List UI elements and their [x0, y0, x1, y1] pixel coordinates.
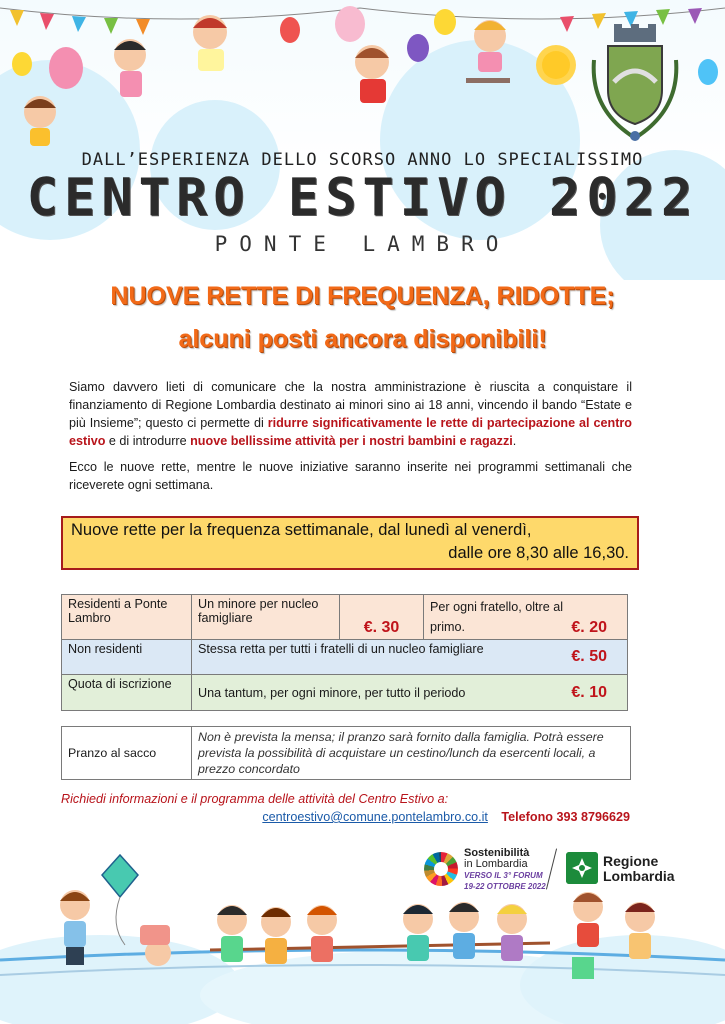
fee-price-value: €. 30: [363, 619, 400, 636]
intro-paragraph: [69, 378, 632, 450]
intro-text-a: Siamo davvero lieti di comunicare che la nostra amministrazione è riuscita a conquistare il finanziamento di Regione Lombardia destinato ai minori sino ai 18 anni, vincendo il bando “Estate e più Insieme”; questo ci permette di: [69, 380, 632, 430]
page-title: CENTRO ESTIVO 2022: [26, 168, 699, 228]
fee-label: Residenti a Ponte Lambro: [62, 595, 192, 640]
sdg-line-3: VERSO IL 3° FORUM: [464, 871, 543, 880]
region-line-1: Regione: [603, 853, 659, 869]
sdg-line-2: in Lombardia: [464, 858, 528, 870]
regione-lombardia-mark-icon: [566, 852, 598, 884]
header-subtitle: DALL’ESPERIENZA DELLO SCORSO ANNO LO SPECIALISSIMO: [81, 150, 644, 170]
table-row: [62, 675, 628, 711]
table-row: [62, 640, 628, 675]
region-line-2: Lombardia: [603, 868, 675, 884]
fee-label: Non residenti: [62, 640, 192, 675]
table-row: [62, 727, 631, 780]
rates-intro-paragraph: Ecco le nuove rette, mentre le nuove iniziative saranno inserite nei programmi settimanali che riceverete ogni settimana.: [69, 460, 632, 492]
intro-highlight-reduce: ridurre significativamente le rette di partecipazione al centro estivo: [69, 416, 632, 448]
contact-line: [262, 810, 630, 824]
weekly-rate-box: [61, 516, 639, 570]
fee-description: Un minore per nucleo famigliare: [192, 595, 340, 640]
regione-lombardia-logo: [566, 852, 681, 888]
intro-highlight-activities: nuove bellissime attività per i nostri bambini e ragazzi: [190, 434, 513, 448]
fees-table: [61, 594, 628, 711]
rate-box-line-2: dalle ore 8,30 alle 16,30.: [448, 544, 629, 562]
fee-description-cell: [192, 640, 628, 675]
header-illustration: [0, 0, 725, 280]
fee-price-value: €. 10: [571, 684, 607, 701]
intro-text-e: .: [512, 434, 517, 448]
fee-description: Stessa retta per tutti i fratelli di un nucleo famigliare: [198, 642, 484, 656]
municipal-crest-icon: [580, 20, 690, 145]
fee-label: Quota di iscrizione: [62, 675, 192, 711]
headline-line-1: NUOVE RETTE DI FREQUENZA, RIDOTTE;: [110, 282, 615, 310]
fee-price: [340, 595, 424, 640]
lunch-label: Pranzo al sacco: [62, 727, 192, 780]
contact-phone: Telefono 393 8796629: [501, 810, 630, 824]
lunch-table: [61, 726, 631, 780]
sdg-wheel-icon: [424, 852, 458, 886]
contact-intro: Richiedi informazioni e il programma delle attività del Centro Estivo a:: [61, 792, 449, 806]
rate-box-line-1: Nuove rette per la frequenza settimanale, dal lunedì al venerdì,: [71, 521, 532, 539]
regione-lombardia-text: [603, 854, 675, 884]
sdg-logo-text: [464, 848, 546, 892]
fee-price-value: €. 50: [571, 648, 607, 665]
headline-line-2: alcuni posti ancora disponibili!: [178, 325, 547, 353]
fee-sibling-description: Per ogni fratello, oltre al primo.: [430, 600, 564, 634]
fee-sibling-price: €. 20: [571, 619, 607, 636]
place-name: PONTE LAMBRO: [214, 232, 511, 256]
table-row: [62, 595, 628, 640]
contact-email-link[interactable]: centroestivo@comune.pontelambro.co.it: [262, 810, 488, 824]
fee-description-cell: [192, 675, 628, 711]
fee-description: Una tantum, per ogni minore, per tutto il periodo: [198, 685, 466, 700]
sdg-line-1: Sostenibilità: [464, 847, 530, 859]
fee-sibling-cell: [424, 595, 628, 640]
intro-text-c: e di introdurre: [105, 434, 191, 448]
sdg-line-4: 19-22 OTTOBRE 2022: [464, 882, 546, 891]
lunch-note: Non è prevista la mensa; il pranzo sarà fornito dalla famiglia. Potrà essere prevista la possibilità di acquistare un cestino/lunch da esercenti locali, a prezzo concordato: [192, 727, 631, 780]
sustainability-lombardia-logo: [424, 848, 549, 892]
